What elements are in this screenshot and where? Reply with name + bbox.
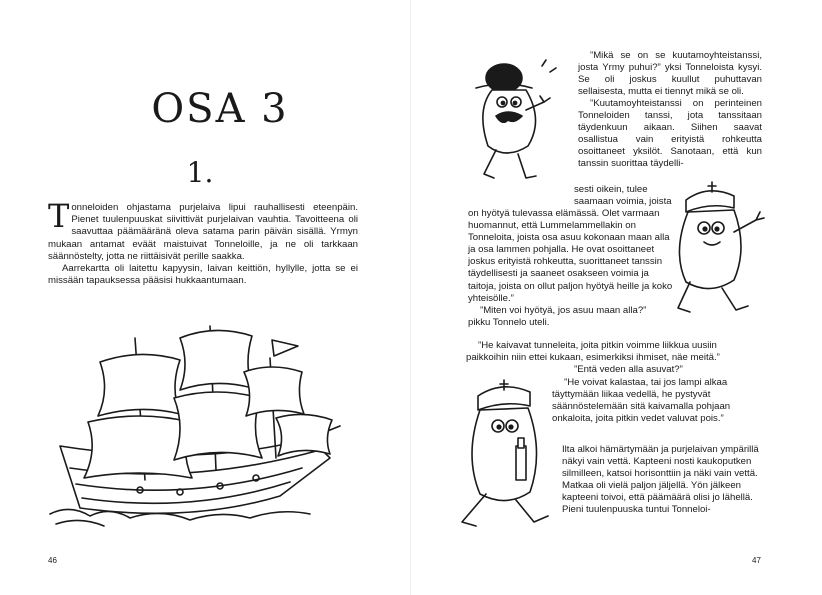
dialogue-tunnels: ”He kaivavat tunneleita, joita pitkin voimme liikkua uusiin paikkoihin niin ettei kukaan, esimerkiksi ihmiset, näe meitä.” <box>466 340 720 364</box>
sailing-ship-illustration <box>40 318 370 538</box>
line-question-water: ”Entä veden alla asuvat?” <box>574 364 683 375</box>
text-wrap-around: sesti oikein, tulee saamaan voimia, joista <box>574 184 672 208</box>
line-asked: pikku Tonnelo uteli. <box>468 316 550 328</box>
left-body-text <box>48 197 358 287</box>
right-text-block-c <box>574 184 674 208</box>
paragraph-1-text: onneloiden ohjastama purjelaiva lipui rauhallisesti eteenpäin. Pienet tuulenpuuskat siivittivät purjelaivan vauhtia. Tavoitteena oli saavuttaa päämääränä oleva satama parin päivän sisällä. Yrmyn mukaan antamat eväät maistuivat Tonneloille, ja ne oli tarkkaan säännöstelty, jotta ne riittäisivät perille saakka. <box>48 202 358 262</box>
paragraph-2: Aarrekartta oli laitettu kapyysin, laivan keittiön, hyllylle, jotta se ei missään tapauksessa pääsisi hukkaantumaan. <box>48 263 358 287</box>
page-number-left: 46 <box>48 556 57 565</box>
dialogue-fishing: ”He voivat kalastaa, tai jos lampi alkaa täyttymään liikaa vedellä, he pystyvät säännöstelemään sitä kaivamalla pohjaan onkaloita, joita pitkin vedet valuvat pois.” <box>552 377 731 425</box>
dialogue-answer: ”Kuutamoyhteistanssi on perinteinen Tonneloiden tanssi, jota tanssitaan täydenkuun aikaan. Siihen saavat osallistua vain erityistä rohkeutta osoittaneet yksilöt. Sanotaan, että kun tanssin suorittaa täydelli- <box>578 98 762 170</box>
part-title: OSA 3 <box>151 86 289 132</box>
line-question-underground: ”Miten voi hyötyä, jos asuu maan alla?” <box>480 304 647 316</box>
narrative-evening: Ilta alkoi hämärtymään ja purjelaivan ympärillä näkyi vain vettä. Kapteeni nosti kaukoputken silmilleen, katsoi horisonttiin ja näki vain vettä. Matkaa oli vielä paljon jäljellä. Yön jälkeen kapteeni toivoi, että päämäärä olisi jo lähellä. Pieni tuulenpuuska tuntui Tonneloi- <box>562 444 759 516</box>
right-text-block-a2 <box>578 98 762 171</box>
tonnelo-captain-illustration <box>664 172 774 322</box>
right-text-block-asuvat <box>562 364 762 376</box>
paragraph-1 <box>48 197 358 263</box>
dialogue-question: ”Mikä se on se kuutamoyhteistanssi, josta Yrmy puhui?” yksi Tonneloista kysyi. Se oli joskus kuullut puhuttavan sellaisesta, mutta ei tiennyt mikä se oli. <box>578 50 762 98</box>
right-text-block-g <box>562 444 764 517</box>
tonnelo-bowler-hat-illustration <box>466 50 572 190</box>
right-text-block-a <box>578 50 762 98</box>
drop-cap: T <box>48 197 70 235</box>
right-text-block-f <box>552 377 764 425</box>
text-main: on hyötyä tulevassa elämässä. Olet varmaan huomannut, että Lummelammellakin on Tonneloita, joista osa asuu kokonaan maan alla ja osa lammen pohjalla. He ovat osoittaneet joskus erityistä rohkeutta, suorittaneet tanssin täydellisesti ja saaneet osakseen voimia ja taitoja, joista on ollut paljon hyötyä heille ja koko yhteisölle.” <box>468 208 673 304</box>
chapter-number: 1. <box>186 156 214 189</box>
page-number-right: 47 <box>752 556 761 565</box>
right-text-block-e <box>466 340 762 364</box>
tonnelo-with-bottle-illustration <box>456 376 560 536</box>
right-text-block-d <box>468 208 678 329</box>
page-gutter <box>410 0 411 595</box>
